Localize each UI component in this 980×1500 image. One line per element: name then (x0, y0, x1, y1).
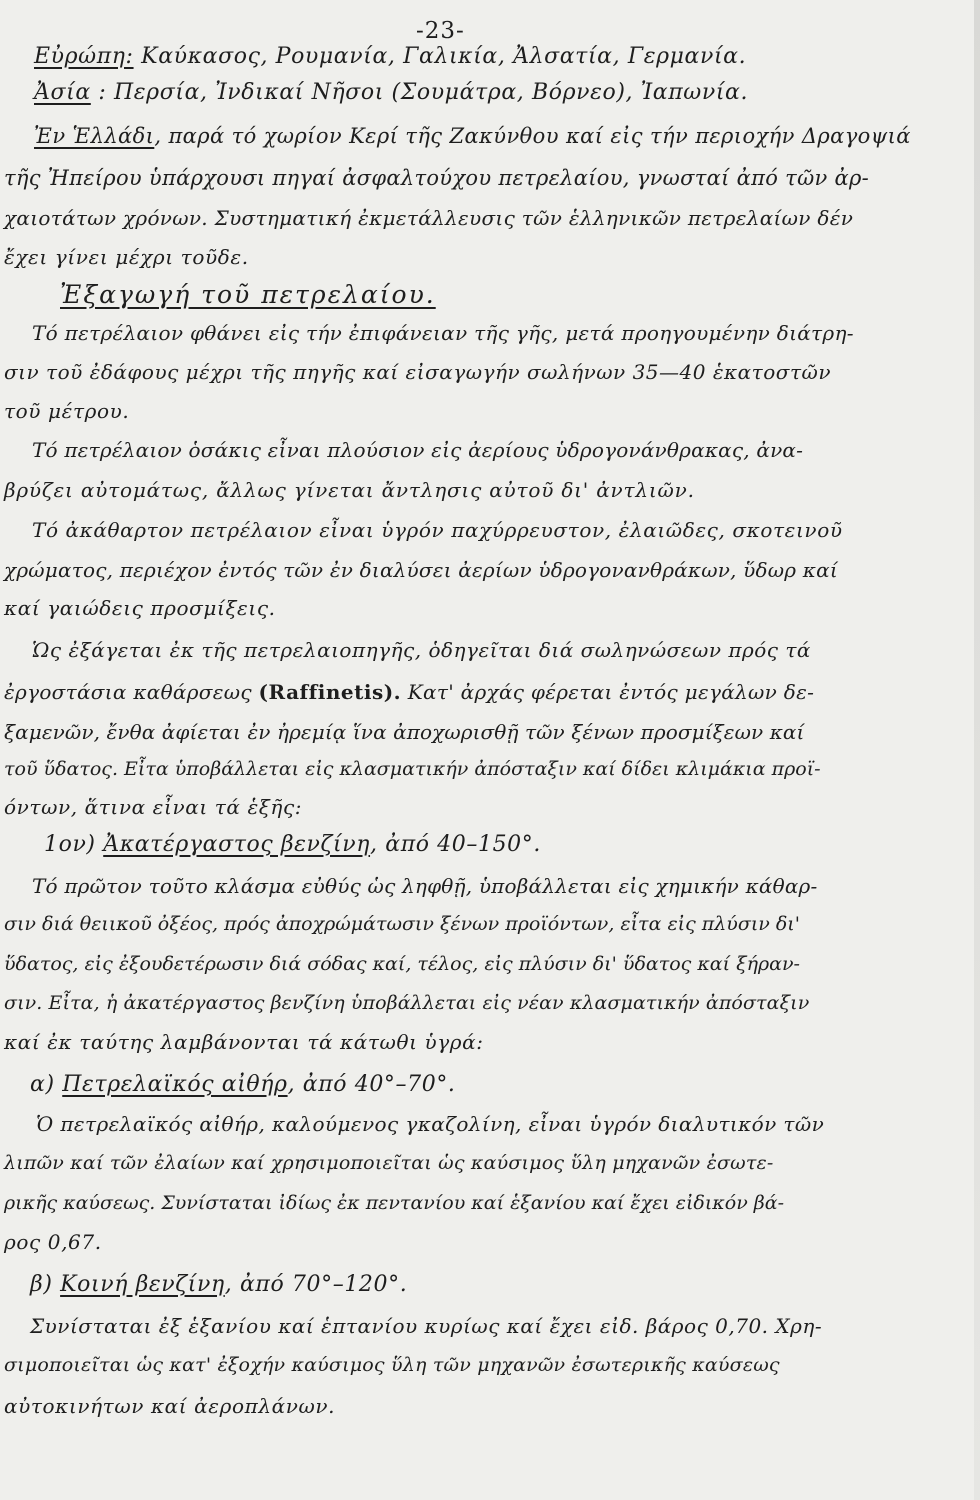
factories-text-rest: Κατ' ἀρχάς φέρεται ἐντός μεγάλων δε- (401, 680, 815, 704)
body-line: τῆς Ἠπείρου ὑπάρχουσι πηγαί ἀσφαλτούχου πετρελαίου, γνωσταί ἀπό τῶν ἀρ- (4, 166, 870, 190)
body-line: τοῦ ὕδατος. Εἶτα ὑποβάλλεται εἰς κλασματικήν ἀπόσταξιν καί δίδει κλιμάκια προϊ- (4, 758, 821, 780)
body-line: Τό ἀκάθαρτον πετρέλαιον εἶναι ὑγρόν παχύρρευστον, ἐλαιῶδες, σκοτεινοῦ (32, 518, 843, 542)
list-item-common-benzine (30, 1274, 407, 1296)
body-line: Συνίσταται ἐξ ἑξανίου καί ἑπτανίου κυρίως καί ἔχει εἰδ. βάρος 0,70. Χρη- (30, 1314, 823, 1338)
item-label: β) (30, 1272, 53, 1297)
body-line: Ὡς ἐξάγεται ἐκ τῆς πετρελαιοπηγῆς, ὁδηγεῖται διά σωληνώσεων πρός τά (32, 638, 811, 662)
item-number: 1ον) (44, 832, 96, 857)
body-line: ρος 0,67. (4, 1230, 102, 1254)
item-range: , ἀπό 70°–120°. (224, 1272, 408, 1297)
body-line: ρικῆς καύσεως. Συνίσταται ἰδίως ἐκ πεντανίου καί ἑξανίου καί ἔχει εἰδικόν βά- (4, 1192, 785, 1214)
page-number: -23- (416, 18, 465, 44)
europe-label: Εὐρώπη: (34, 44, 134, 69)
body-line: λιπῶν καί τῶν ἐλαίων καί χρησιμοποιεῖται ὡς καύσιμος ὕλη μηχανῶν ἐσωτε- (4, 1152, 774, 1174)
body-line: ἔχει γίνει μέχρι τοῦδε. (4, 245, 249, 269)
list-item-petroleum-ether (30, 1074, 456, 1096)
body-line (4, 682, 814, 702)
item-range: , ἀπό 40°–70°. (287, 1072, 456, 1097)
body-line: βρύζει αὐτομάτως, ἄλλως γίνεται ἄντλησις αὐτοῦ δι' ἀντλιῶν. (4, 478, 695, 502)
body-line: χαιοτάτων χρόνων. Συστηματική ἐκμετάλλευσις τῶν ἑλληνικῶν πετρελαίων δέν (4, 206, 854, 230)
body-line: σιν. Εἶτα, ἡ ἀκατέργαστος βενζίνη ὑποβάλλεται εἰς νέαν κλασματικήν ἀπόσταξιν (4, 992, 810, 1014)
body-line: καί γαιώδεις προσμίξεις. (4, 596, 276, 620)
body-line: χρώματος, περιέχον ἐντός τῶν ἐν διαλύσει ἀερίων ὑδρογονανθράκων, ὕδωρ καί (4, 558, 838, 582)
item-label: α) (30, 1072, 55, 1097)
raffinetis-term: (Raffinetis). (258, 680, 402, 704)
body-line: σιν τοῦ ἐδάφους μέχρι τῆς πηγῆς καί εἰσαγωγήν σωλήνων 35—40 ἑκατοστῶν (4, 360, 831, 384)
factories-text: ἐργοστάσια καθάρσεως (4, 680, 259, 704)
body-line: σιν διά θειικοῦ ὀξέος, πρός ἀποχρώμάτωσιν ξένων προϊόντων, εἶτα εἰς πλύσιν δι' (4, 913, 800, 935)
section-heading-extraction: Ἐξαγωγή τοῦ πετρελαίου. (60, 280, 436, 309)
greece-label: Ἐν Ἑλλάδι (34, 124, 155, 148)
body-line: Τό πετρέλαιον ὁσάκις εἶναι πλούσιον εἰς ἀερίους ὑδρογονάνθρακας, ἀνα- (32, 438, 804, 462)
greece-text: , παρά τό χωρίον Κερί τῆς Ζακύνθου καί εἰς τήν περιοχήν Δραγοψιά (154, 124, 911, 148)
body-line: ὕδατος, εἰς ἐξουδετέρωσιν διά σόδας καί, τέλος, εἰς πλύσιν δι' ὕδατος καί ξήραν- (4, 953, 800, 975)
body-line: όντων, ἅτινα εἶναι τά ἑξῆς: (4, 795, 303, 819)
list-item-raw-benzine (44, 834, 541, 856)
body-line: Τό πετρέλαιον φθάνει εἰς τήν ἐπιφάνειαν τῆς γῆς, μετά προηγουμένην διάτρη- (32, 321, 854, 345)
body-line: Ὁ πετρελαϊκός αἰθήρ, καλούμενος γκαζολίνη, εἶναι ὑγρόν διαλυτικόν τῶν (36, 1112, 825, 1136)
line-asia (34, 82, 748, 104)
body-line: αὐτοκινήτων καί ἀεροπλάνων. (4, 1394, 336, 1418)
line-greece (34, 126, 911, 147)
item-range: , ἀπό 40–150°. (370, 832, 541, 857)
item-title: Κοινή βενζίνη (60, 1272, 225, 1297)
body-line: Τό πρῶτον τοῦτο κλάσμα εὐθύς ὡς ληφθῇ, ὑποβάλλεται εἰς χημικήν κάθαρ- (32, 874, 818, 898)
body-line: ξαμενῶν, ἔνθα ἀφίεται ἐν ἠρεμίᾳ ἵνα ἀποχωρισθῇ τῶν ξένων προσμίξεων καί (4, 720, 805, 744)
body-line: καί ἐκ ταύτης λαμβάνονται τά κάτωθι ὑγρά: (4, 1030, 484, 1054)
item-title: Πετρελαϊκός αἰθήρ (62, 1072, 288, 1097)
page-edge-shadow (974, 0, 980, 1500)
asia-label: Ἀσία (34, 80, 91, 105)
body-line: σιμοποιεῖται ὡς κατ' ἐξοχήν καύσιμος ὕλη τῶν μηχανῶν ἐσωτερικῆς καύσεως (4, 1354, 780, 1376)
europe-countries: Καύκασος, Ρουμανία, Γαλικία, Ἀλσατία, Γερμανία. (133, 44, 747, 69)
body-line: τοῦ μέτρου. (4, 399, 130, 423)
line-europe (34, 46, 746, 68)
item-title: Ἀκατέργαστος βενζίνη (103, 832, 371, 857)
asia-countries: : Περσία, Ἰνδικαί Νῆσοι (Σουμάτρα, Βόρνεο), Ἰαπωνία. (90, 80, 749, 105)
